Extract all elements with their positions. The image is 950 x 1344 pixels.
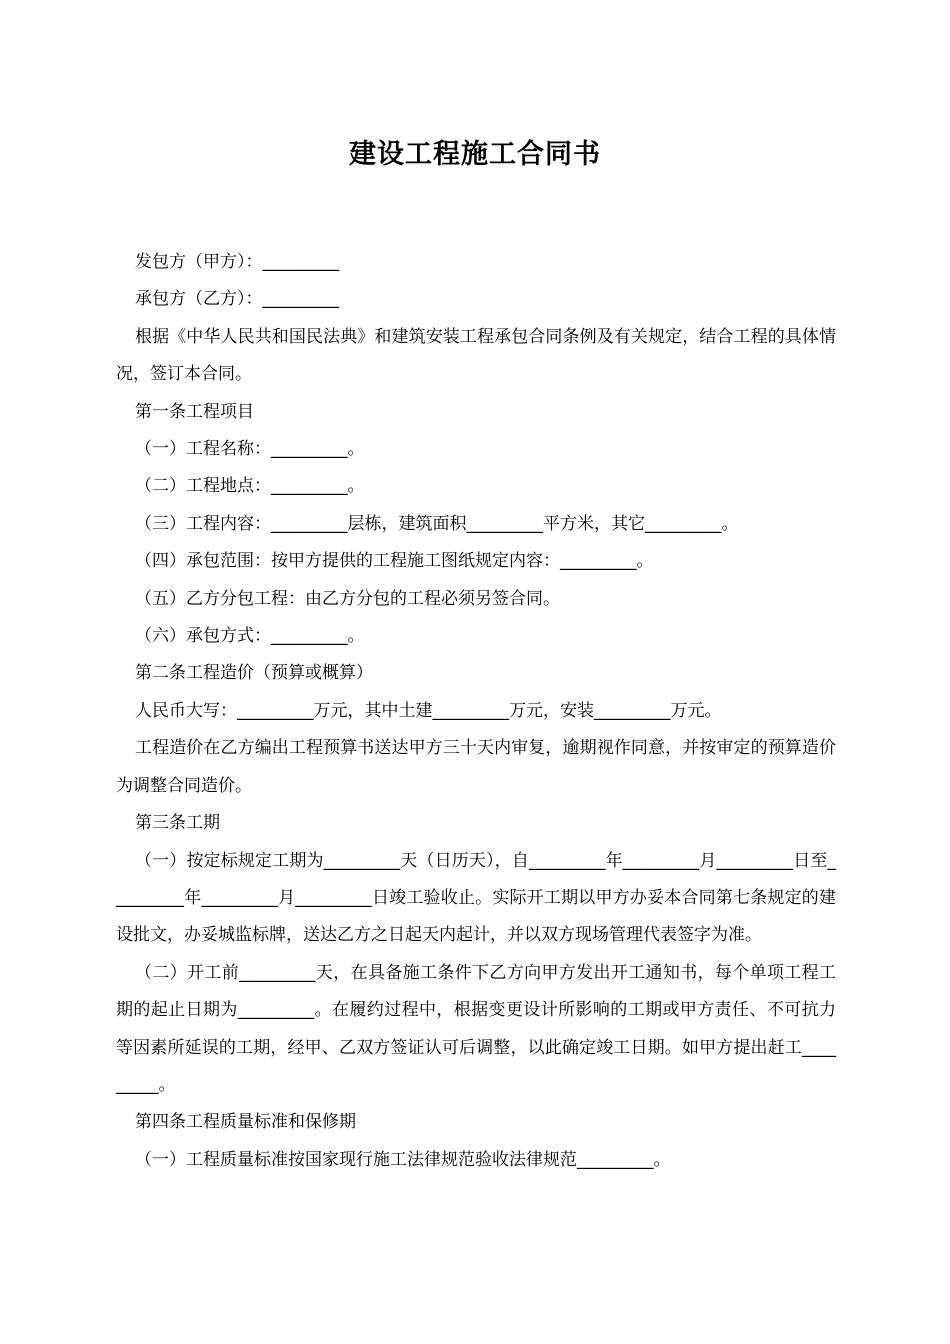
- clause-1-3: （三）工程内容：_________层栋，建筑面积_________平方米，其它_________。: [135, 513, 739, 534]
- document-title: 建设工程施工合同书: [349, 139, 601, 170]
- price-line: 人民币大写：_________万元，其中土建_________万元，安装_________万元。: [135, 700, 722, 721]
- party-b-line: 承包方（乙方）：_________: [135, 289, 339, 310]
- clause-1-1: （一）工程名称：_________。: [135, 439, 365, 460]
- clause-1-5: （五）乙方分包工程：由乙方分包的工程必须另签合同。: [135, 588, 560, 609]
- price-review-paragraph: 工程造价在乙方编出工程预算书送达甲方三十天内审复，逾期视作同意，并按审定的预算造价为调整合同造价。: [116, 738, 836, 796]
- article-1-heading: 第一条工程项目: [135, 401, 254, 422]
- party-a-line: 发包方（甲方）：_________: [135, 252, 339, 272]
- clause-4-1: （一）工程质量标准按国家现行施工法律规范验收法律规范_________。: [135, 1149, 671, 1170]
- clause-3-2: （二）开工前_________天，在具备施工条件下乙方向甲方发出开工通知书，每个单项工程工期的起止日期为_________。在履约过程中，根据变更设计所影响的工期或甲方责任、不可抗力等因素所延误的工期，经甲、乙双方签证认可后调整，以此确定竣工日期。如甲方提出赶工_________。: [116, 962, 836, 1095]
- clause-1-4: （四）承包范围：按甲方提供的工程施工图纸规定内容：_________。: [135, 551, 654, 572]
- preamble-paragraph: 根据《中华人民共和国民法典》和建筑安装工程承包合同条例及有关规定，结合工程的具体情况，签订本合同。: [116, 326, 836, 385]
- document-body: [116, 244, 836, 1179]
- article-4-heading: 第四条工程质量标准和保修期: [135, 1112, 356, 1133]
- article-3-heading: 第三条工期: [135, 813, 220, 834]
- clause-3-1: （一）按定标规定工期为_________天（日历天），自_________年_________月_________日至_________年_________月_________日竣工验收止。实际开工期以甲方办妥本合同第七条规定的建设批文，办妥城监标牌，送达乙方之日起天内起计，并以双方现场管理代表签字为准。: [116, 850, 836, 946]
- clause-1-6: （六）承包方式：_________。: [135, 626, 365, 647]
- clause-1-2: （二）工程地点：_________。: [135, 476, 365, 497]
- article-2-heading: 第二条工程造价（预算或概算）: [135, 663, 373, 684]
